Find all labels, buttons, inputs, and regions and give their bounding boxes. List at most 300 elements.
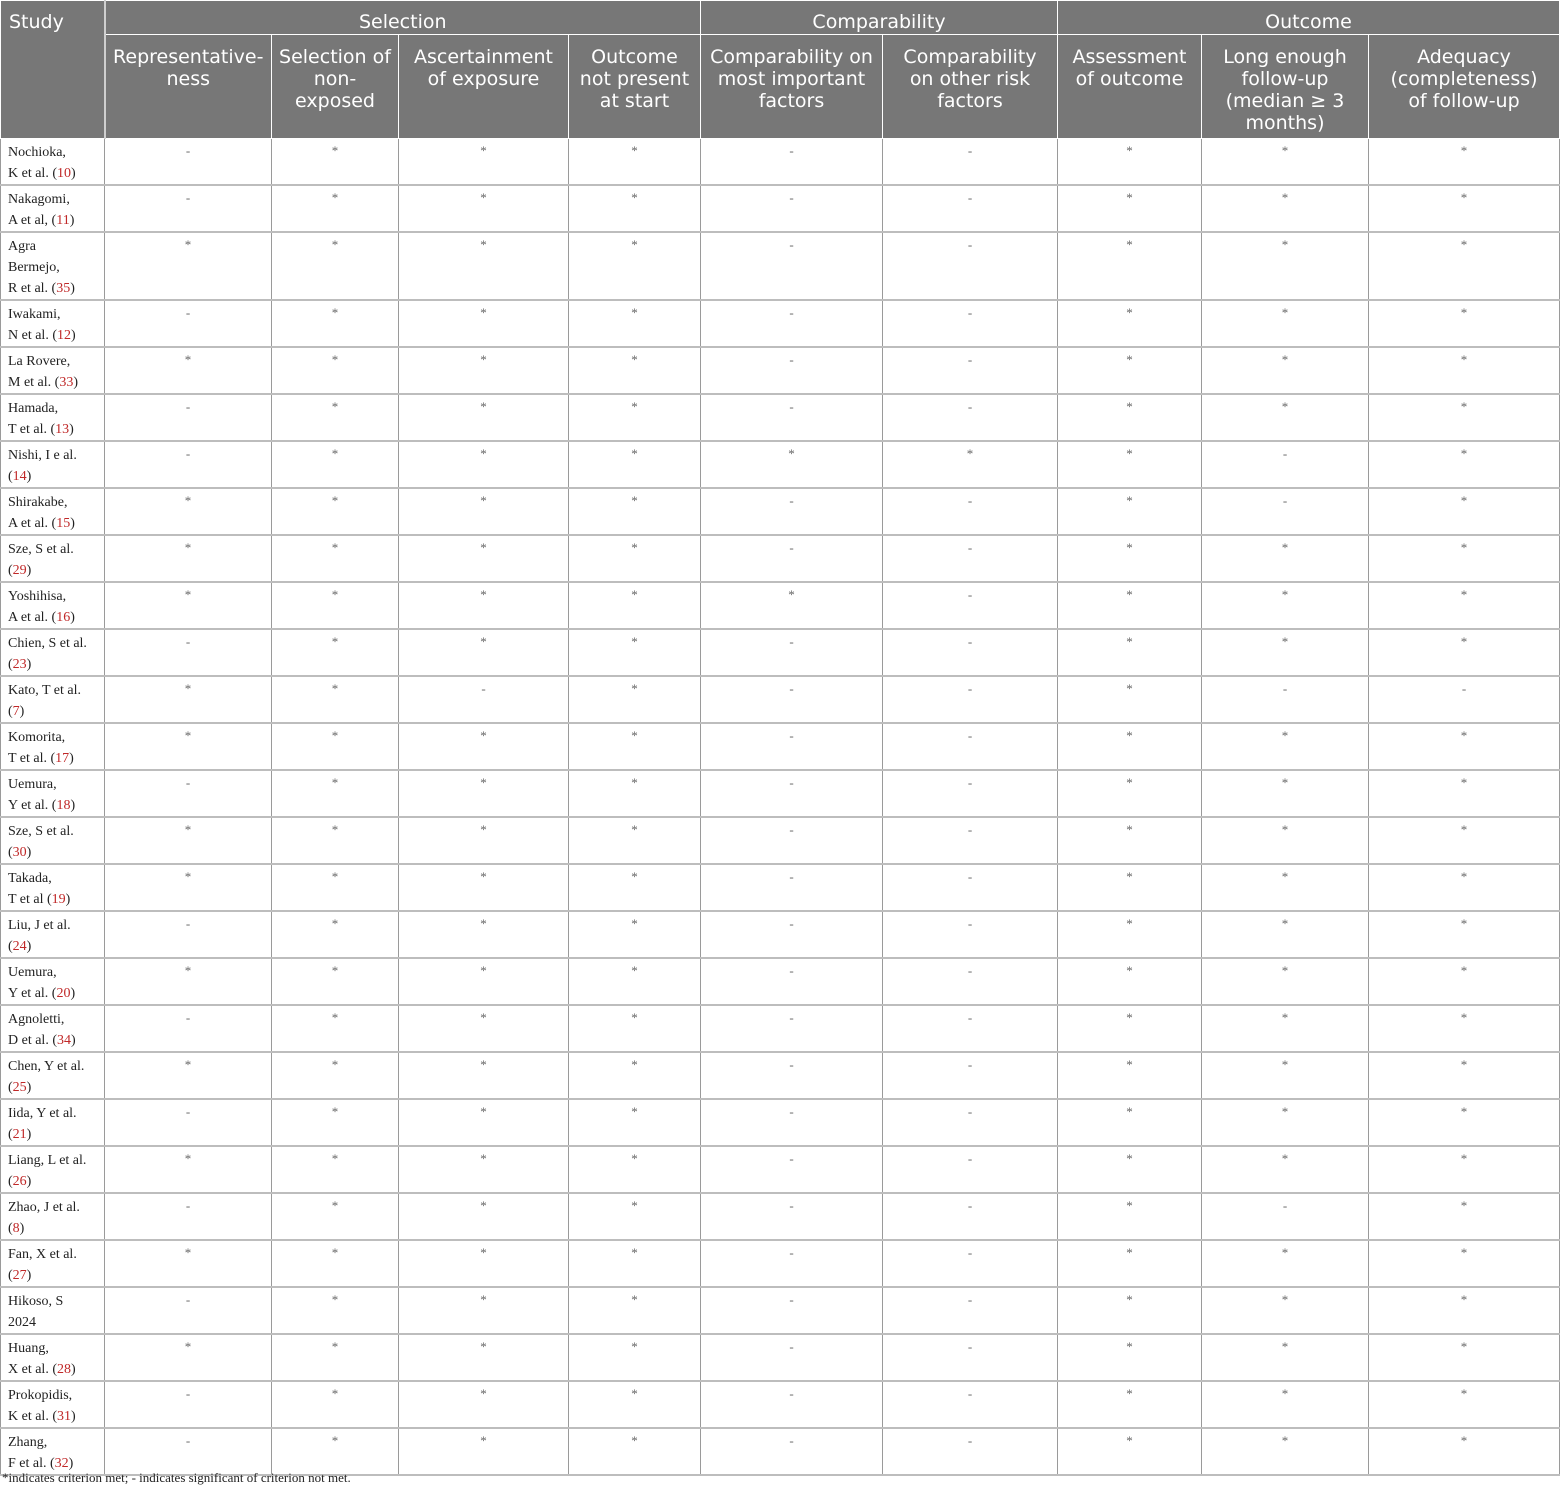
rating-comparability-important: - [701, 770, 883, 817]
rating-assessment-outcome: * [1058, 864, 1202, 911]
study-text: Hamada, [8, 401, 59, 416]
rating-ascertainment-exposure: * [399, 817, 569, 864]
rating-comparability-important: - [701, 1287, 883, 1334]
rating-ascertainment-exposure: * [399, 139, 569, 186]
table-row [1, 300, 1560, 347]
study-text: Iida, Y et al. [8, 1106, 77, 1121]
rating-outcome-not-present: * [569, 1428, 701, 1475]
reference-suffix: ) [70, 1362, 76, 1377]
table-row [1, 958, 1560, 1005]
study-text: Yoshihisa, [8, 589, 67, 604]
study-line [8, 351, 100, 372]
rating-comparability-other: - [883, 1099, 1058, 1146]
rating-ascertainment-exposure: * [399, 488, 569, 535]
reference-link[interactable]: 26 [12, 1174, 27, 1189]
rating-ascertainment-exposure: * [399, 1381, 569, 1428]
study-line [8, 1197, 100, 1218]
study-text: Prokopidis, [8, 1388, 73, 1403]
study-text: K et al. ( [8, 166, 57, 181]
reference-link[interactable]: 19 [51, 892, 66, 907]
rating-selection-non-exposed: * [272, 139, 399, 186]
rating-comparability-other: - [883, 911, 1058, 958]
rating-follow-up-adequacy: * [1369, 1334, 1560, 1381]
rating-follow-up-length: * [1202, 911, 1369, 958]
rating-comparability-important: - [701, 1146, 883, 1193]
rating-comparability-important: * [701, 582, 883, 629]
table-row [1, 1240, 1560, 1287]
reference-link[interactable]: 25 [12, 1080, 27, 1095]
rating-comparability-other: - [883, 1240, 1058, 1287]
rating-outcome-not-present: * [569, 232, 701, 300]
rating-ascertainment-exposure: * [399, 441, 569, 488]
table-row [1, 1334, 1560, 1381]
study-line [8, 868, 100, 889]
study-line [8, 1009, 100, 1030]
table-row [1, 676, 1560, 723]
study-text: Kato, T et al. [8, 683, 81, 698]
rating-comparability-other: - [883, 958, 1058, 1005]
rating-selection-non-exposed: * [272, 723, 399, 770]
rating-follow-up-adequacy: * [1369, 629, 1560, 676]
rating-outcome-not-present: * [569, 139, 701, 186]
rating-assessment-outcome: * [1058, 723, 1202, 770]
reference-suffix: ) [26, 563, 32, 578]
rating-selection-non-exposed: * [272, 1052, 399, 1099]
rating-comparability-other: - [883, 1428, 1058, 1475]
table-row [1, 1099, 1560, 1146]
rating-outcome-not-present: * [569, 1005, 701, 1052]
study-text: R et al. ( [8, 281, 57, 296]
column-header-line: of follow-up [1408, 90, 1520, 112]
study-text: ( [8, 563, 13, 578]
rating-representativeness: * [105, 1334, 272, 1381]
study-line [8, 1385, 100, 1406]
reference-link[interactable]: 23 [12, 657, 27, 672]
rating-representativeness: - [105, 441, 272, 488]
reference-link[interactable]: 16 [56, 610, 71, 625]
rating-selection-non-exposed: * [272, 232, 399, 300]
reference-link[interactable]: 33 [59, 375, 74, 390]
reference-link[interactable]: 29 [12, 563, 27, 578]
rating-comparability-important: - [701, 817, 883, 864]
rating-comparability-important: - [701, 232, 883, 300]
rating-representativeness: - [105, 1099, 272, 1146]
rating-ascertainment-exposure: * [399, 347, 569, 394]
rating-follow-up-adequacy: * [1369, 394, 1560, 441]
study-line [8, 372, 100, 393]
rating-comparability-important: - [701, 139, 883, 186]
reference-link[interactable]: 35 [56, 281, 71, 296]
reference-link[interactable]: 17 [55, 751, 70, 766]
rating-assessment-outcome: * [1058, 1052, 1202, 1099]
rating-comparability-other: - [883, 394, 1058, 441]
column-header-line: at start [599, 90, 670, 112]
column-header-line: Selection of [279, 46, 391, 68]
rating-comparability-other: - [883, 1287, 1058, 1334]
rating-outcome-not-present: * [569, 185, 701, 232]
table-row [1, 1005, 1560, 1052]
rating-comparability-other: - [883, 1381, 1058, 1428]
study-text: X et al. ( [8, 1362, 57, 1377]
table-row [1, 1287, 1560, 1334]
rating-representativeness: * [105, 488, 272, 535]
rating-follow-up-adequacy: * [1369, 958, 1560, 1005]
study-line [8, 1150, 100, 1171]
study-cell [1, 232, 105, 300]
rating-follow-up-adequacy: * [1369, 1428, 1560, 1475]
study-text: ( [8, 1127, 13, 1142]
study-line [8, 445, 100, 466]
reference-suffix: ) [69, 751, 74, 766]
study-line [8, 257, 100, 278]
study-text: ( [8, 657, 13, 672]
rating-outcome-not-present: * [569, 817, 701, 864]
reference-suffix: ) [70, 166, 76, 181]
rating-comparability-important: - [701, 394, 883, 441]
study-line [8, 1124, 100, 1145]
rating-ascertainment-exposure: - [399, 676, 569, 723]
rating-ascertainment-exposure: * [399, 864, 569, 911]
rating-follow-up-length: * [1202, 1240, 1369, 1287]
study-line [8, 607, 100, 628]
rating-assessment-outcome: * [1058, 1099, 1202, 1146]
study-text: Uemura, [8, 965, 57, 980]
rating-selection-non-exposed: * [272, 300, 399, 347]
rating-ascertainment-exposure: * [399, 232, 569, 300]
study-text: T et al ( [8, 892, 52, 907]
rating-selection-non-exposed: * [272, 1146, 399, 1193]
table-row [1, 911, 1560, 958]
reference-suffix: ) [70, 328, 76, 343]
reference-link[interactable]: 24 [12, 939, 27, 954]
rating-outcome-not-present: * [569, 1334, 701, 1381]
study-text: La Rovere, [8, 354, 71, 369]
study-line [8, 398, 100, 419]
reference-link[interactable]: 18 [56, 798, 71, 813]
rating-comparability-other: - [883, 1052, 1058, 1099]
column-header-line: months) [1245, 112, 1325, 134]
reference-suffix: ) [70, 516, 75, 531]
rating-follow-up-length: * [1202, 723, 1369, 770]
rating-follow-up-length: * [1202, 1428, 1369, 1475]
rating-ascertainment-exposure: * [399, 958, 569, 1005]
rating-follow-up-length: * [1202, 1099, 1369, 1146]
rating-representativeness: * [105, 347, 272, 394]
rating-selection-non-exposed: * [272, 582, 399, 629]
column-header-representativeness [105, 35, 272, 139]
study-text: ( [8, 1174, 13, 1189]
rating-representativeness: - [105, 911, 272, 958]
column-header-line: Long enough [1223, 46, 1347, 68]
rating-assessment-outcome: * [1058, 535, 1202, 582]
study-line [8, 1312, 100, 1333]
reference-link[interactable]: 27 [12, 1268, 27, 1283]
study-text: Agra [8, 239, 36, 254]
column-header-follow-up-length [1202, 35, 1369, 139]
rating-representativeness: * [105, 1240, 272, 1287]
rating-assessment-outcome: * [1058, 1334, 1202, 1381]
column-header-line: Assessment [1072, 46, 1187, 68]
study-line [8, 1244, 100, 1265]
reference-link[interactable]: 11 [56, 213, 70, 228]
reference-suffix: ) [26, 1127, 32, 1142]
study-text: Nakagomi, [8, 192, 70, 207]
rating-follow-up-adequacy: * [1369, 1052, 1560, 1099]
study-line [8, 727, 100, 748]
study-line [8, 210, 100, 231]
reference-link[interactable]: 32 [54, 1456, 69, 1471]
reference-suffix: ) [19, 1221, 25, 1236]
rating-comparability-important: - [701, 1428, 883, 1475]
reference-link[interactable]: 10 [56, 166, 71, 181]
rating-assessment-outcome: * [1058, 488, 1202, 535]
study-cell [1, 535, 105, 582]
rating-follow-up-adequacy: * [1369, 1381, 1560, 1428]
study-text: ( [8, 469, 13, 484]
rating-comparability-important: - [701, 1334, 883, 1381]
study-line [8, 915, 100, 936]
table-row [1, 770, 1560, 817]
rating-follow-up-adequacy: - [1369, 676, 1560, 723]
column-header-line: factors [758, 90, 825, 112]
reference-link[interactable]: 13 [55, 422, 70, 437]
study-text: Bermejo, [8, 260, 60, 275]
study-cell [1, 1381, 105, 1428]
rating-outcome-not-present: * [569, 535, 701, 582]
rating-outcome-not-present: * [569, 1287, 701, 1334]
rating-ascertainment-exposure: * [399, 1005, 569, 1052]
rating-representativeness: * [105, 676, 272, 723]
rating-comparability-other: - [883, 629, 1058, 676]
study-line [8, 1171, 100, 1192]
column-header-line: on other risk [909, 68, 1031, 90]
study-text: Komorita, [8, 730, 66, 745]
reference-link[interactable]: 7 [12, 704, 20, 719]
rating-selection-non-exposed: * [272, 1287, 399, 1334]
rating-follow-up-adequacy: * [1369, 1005, 1560, 1052]
study-line [8, 325, 100, 346]
reference-link[interactable]: 31 [56, 1409, 71, 1424]
study-text: Shirakabe, [8, 495, 68, 510]
study-text: Iwakami, [8, 307, 61, 322]
rating-ascertainment-exposure: * [399, 1099, 569, 1146]
rating-assessment-outcome: * [1058, 770, 1202, 817]
rating-assessment-outcome: * [1058, 958, 1202, 1005]
table-row [1, 723, 1560, 770]
study-text: ( [8, 939, 13, 954]
study-text: Liu, J et al. [8, 918, 71, 933]
study-line [8, 492, 100, 513]
rating-outcome-not-present: * [569, 582, 701, 629]
reference-link[interactable]: 20 [56, 986, 71, 1001]
rating-follow-up-adequacy: * [1369, 1193, 1560, 1240]
column-header-selection-non-exposed [272, 35, 399, 139]
table-body [1, 139, 1560, 1476]
study-cell [1, 488, 105, 535]
table-row [1, 1193, 1560, 1240]
rating-representativeness: - [105, 394, 272, 441]
study-cell [1, 817, 105, 864]
reference-link[interactable]: 8 [12, 1221, 20, 1236]
rating-assessment-outcome: * [1058, 441, 1202, 488]
rating-follow-up-length: * [1202, 1381, 1369, 1428]
rating-outcome-not-present: * [569, 629, 701, 676]
rating-outcome-not-present: * [569, 300, 701, 347]
table-row [1, 394, 1560, 441]
rating-comparability-other: - [883, 232, 1058, 300]
rating-outcome-not-present: * [569, 1099, 701, 1146]
study-line [8, 1432, 100, 1453]
study-line [8, 748, 100, 769]
reference-suffix: ) [26, 845, 32, 860]
study-line [8, 936, 100, 957]
study-line [8, 1077, 100, 1098]
rating-representativeness: * [105, 1052, 272, 1099]
rating-comparability-other: - [883, 347, 1058, 394]
study-cell [1, 911, 105, 958]
study-cell [1, 629, 105, 676]
rating-outcome-not-present: * [569, 394, 701, 441]
reference-suffix: ) [69, 422, 74, 437]
rating-representativeness: - [105, 1193, 272, 1240]
rating-representativeness: * [105, 958, 272, 1005]
study-text: Takada, [8, 871, 52, 886]
rating-follow-up-length: * [1202, 232, 1369, 300]
reference-suffix: ) [26, 1174, 32, 1189]
reference-link[interactable]: 15 [56, 516, 71, 531]
rating-selection-non-exposed: * [272, 441, 399, 488]
reference-suffix: ) [65, 892, 71, 907]
rating-follow-up-adequacy: * [1369, 185, 1560, 232]
rating-assessment-outcome: * [1058, 1005, 1202, 1052]
study-text: M et al. ( [8, 375, 60, 390]
rating-selection-non-exposed: * [272, 1428, 399, 1475]
reference-suffix: ) [70, 1033, 76, 1048]
rating-ascertainment-exposure: * [399, 1193, 569, 1240]
reference-link[interactable]: 14 [12, 469, 27, 484]
rating-follow-up-length: * [1202, 535, 1369, 582]
rating-ascertainment-exposure: * [399, 1428, 569, 1475]
reference-suffix: ) [26, 939, 32, 954]
rating-representativeness: * [105, 582, 272, 629]
rating-selection-non-exposed: * [272, 629, 399, 676]
reference-link[interactable]: 28 [56, 1362, 71, 1377]
rating-follow-up-adequacy: * [1369, 347, 1560, 394]
rating-follow-up-adequacy: * [1369, 817, 1560, 864]
rating-selection-non-exposed: * [272, 1099, 399, 1146]
study-line [8, 654, 100, 675]
rating-outcome-not-present: * [569, 676, 701, 723]
reference-suffix: ) [26, 1080, 32, 1095]
column-header-line: of exposure [427, 68, 540, 90]
reference-link[interactable]: 21 [12, 1127, 27, 1142]
column-header-line: Comparability on [710, 46, 873, 68]
rating-selection-non-exposed: * [272, 488, 399, 535]
rating-representativeness: * [105, 535, 272, 582]
rating-follow-up-length: * [1202, 770, 1369, 817]
rating-selection-non-exposed: * [272, 1381, 399, 1428]
rating-representativeness: * [105, 817, 272, 864]
group-header-row [1, 1, 1560, 35]
study-cell [1, 1334, 105, 1381]
study-line [8, 466, 100, 487]
rating-selection-non-exposed: * [272, 770, 399, 817]
rating-representativeness: - [105, 139, 272, 186]
reference-suffix: ) [70, 1409, 76, 1424]
study-cell [1, 1240, 105, 1287]
study-line [8, 633, 100, 654]
rating-follow-up-length: - [1202, 488, 1369, 535]
column-header-assessment-outcome [1058, 35, 1202, 139]
rating-follow-up-adequacy: * [1369, 1099, 1560, 1146]
reference-link[interactable]: 12 [56, 328, 71, 343]
rating-comparability-important: - [701, 629, 883, 676]
study-line [8, 1103, 100, 1124]
study-cell [1, 185, 105, 232]
column-header-line: factors [937, 90, 1003, 112]
outcome-group-header: Outcome [1058, 1, 1560, 35]
rating-ascertainment-exposure: * [399, 394, 569, 441]
table-row [1, 139, 1560, 186]
rating-follow-up-length: * [1202, 629, 1369, 676]
rating-comparability-other: - [883, 723, 1058, 770]
rating-comparability-important: - [701, 185, 883, 232]
column-header-line: not present [579, 68, 690, 90]
rating-comparability-other: - [883, 1005, 1058, 1052]
rating-comparability-other: - [883, 582, 1058, 629]
study-line [8, 304, 100, 325]
rating-outcome-not-present: * [569, 441, 701, 488]
rating-follow-up-adequacy: * [1369, 300, 1560, 347]
rating-comparability-other: - [883, 535, 1058, 582]
study-text: ( [8, 704, 13, 719]
rating-ascertainment-exposure: * [399, 1334, 569, 1381]
column-header-outcome-not-present [569, 35, 701, 139]
study-line [8, 1406, 100, 1427]
rating-follow-up-length: * [1202, 1334, 1369, 1381]
rating-follow-up-length: * [1202, 817, 1369, 864]
column-header-follow-up-adequacy [1369, 35, 1560, 139]
rating-comparability-important: - [701, 1193, 883, 1240]
reference-suffix: ) [70, 798, 76, 813]
rating-follow-up-length: * [1202, 582, 1369, 629]
rating-assessment-outcome: * [1058, 629, 1202, 676]
rating-ascertainment-exposure: * [399, 1287, 569, 1334]
rating-comparability-important: - [701, 958, 883, 1005]
study-text: Nishi, I e al. [8, 448, 77, 463]
rating-assessment-outcome: * [1058, 1146, 1202, 1193]
reference-suffix: ) [68, 1456, 74, 1471]
study-cell [1, 347, 105, 394]
column-header-line: Comparability [903, 46, 1037, 68]
column-header-line: Adequacy [1417, 46, 1511, 68]
column-header-line: most important [717, 68, 866, 90]
rating-follow-up-adequacy: * [1369, 723, 1560, 770]
reference-link[interactable]: 30 [12, 845, 27, 860]
column-header-line: Ascertainment [414, 46, 553, 68]
study-text: K et al. ( [8, 1409, 57, 1424]
rating-follow-up-length: * [1202, 300, 1369, 347]
rating-comparability-important: - [701, 347, 883, 394]
rating-ascertainment-exposure: * [399, 911, 569, 958]
rating-assessment-outcome: * [1058, 232, 1202, 300]
study-text: Zhang, [8, 1435, 48, 1450]
rating-outcome-not-present: * [569, 770, 701, 817]
study-line [8, 513, 100, 534]
reference-link[interactable]: 34 [56, 1033, 71, 1048]
rating-ascertainment-exposure: * [399, 1052, 569, 1099]
study-text: F et al. ( [8, 1456, 55, 1471]
